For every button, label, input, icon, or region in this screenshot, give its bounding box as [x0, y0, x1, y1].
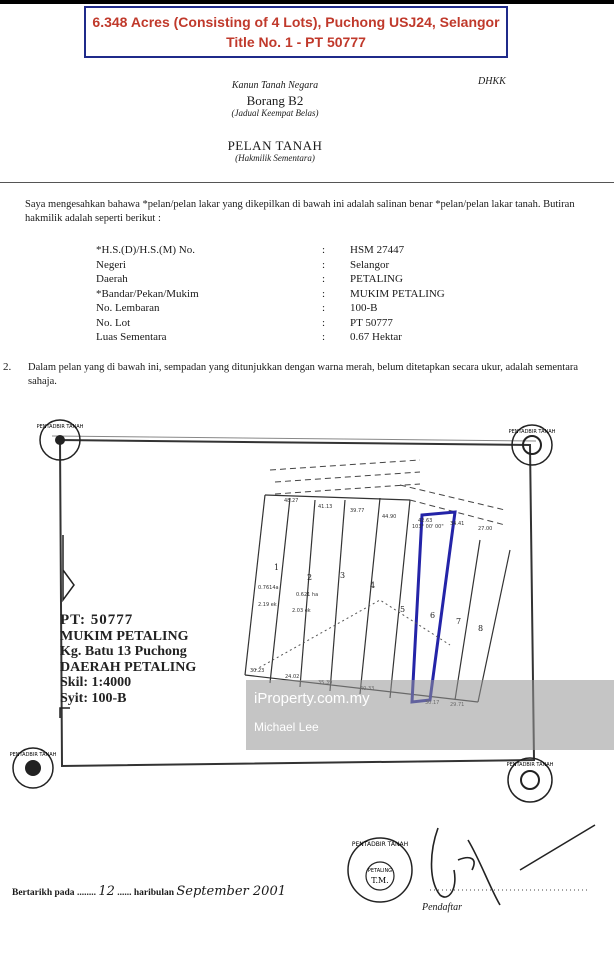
listing-title: 6.348 Acres (Consisting of 4 Lots), Puchong USJ24, Selangor [92, 14, 500, 30]
detail-value: MUKIM PETALING [350, 287, 445, 300]
measurement: 41.13 [318, 504, 333, 510]
seal-bottom-left [10, 748, 57, 788]
highlighted-lot-boundary [412, 512, 455, 702]
measurement: 0.621 ha [296, 592, 319, 598]
top-bar [0, 0, 614, 4]
detail-row: Daerah : PETALING [96, 273, 530, 288]
detail-label: *H.S.(D)/H.S.(M) No. [96, 244, 195, 256]
detail-row: Negeri : Selangor [96, 259, 530, 274]
form-name: Borang B2 [246, 93, 304, 108]
detail-row: No. Lot : PT 50777 [96, 317, 530, 332]
seal-text: PENTADBIR TANAH [9, 752, 57, 758]
note-number: 2. [3, 361, 12, 373]
detail-label: Daerah [96, 273, 128, 285]
detail-row: *H.S.(D)/H.S.(M) No. : HSM 27447 [96, 244, 530, 259]
date-month: September 2001 [176, 884, 286, 899]
measurement: 2.03 ek [292, 608, 311, 614]
lot-number: 5 [400, 605, 406, 614]
measurement: 34.41 [450, 521, 465, 527]
date-day: 12 [98, 884, 115, 899]
lot-daerah: DAERAH PETALING [60, 659, 197, 675]
lot-kampung: Kg. Batu 13 Puchong [60, 644, 187, 659]
law-name: Kanun Tanah Negara [231, 80, 319, 91]
watermark-overlay [246, 680, 614, 750]
lot-scale: Skil: 1:4000 [60, 675, 132, 690]
seal-mid-text: PETALING [367, 868, 393, 874]
bearing: 103° 00' 00" [412, 524, 444, 530]
divider [0, 182, 614, 183]
detail-row: No. Lembaran : 100-B [96, 302, 530, 317]
lot-number: 2 [307, 573, 313, 582]
detail-row: Luas Sementara : 0.67 Hektar [96, 331, 530, 346]
measurement: 24.02 [285, 674, 300, 680]
detail-row: *Bandar/Pekan/Mukim : MUKIM PETALING [96, 288, 530, 303]
seal-text: PENTADBIR TANAH [508, 429, 556, 435]
detail-label: *Bandar/Pekan/Mukim [96, 287, 199, 300]
measurement: 44.90 [382, 514, 397, 520]
measurement: 2.19 ek [258, 602, 277, 608]
lot-sheet: Syit: 100-B [60, 690, 127, 706]
month-label: haribulan [133, 888, 174, 898]
form-schedule: (Jadual Keempat Belas) [231, 108, 319, 118]
lot-number: 1 [274, 563, 280, 572]
detail-value: PETALING [350, 273, 403, 285]
measurement: 30.23 [250, 668, 265, 674]
detail-value: PT 50777 [350, 316, 393, 329]
seal-bottom-text: T.M. [371, 876, 389, 885]
lot-number: 7 [456, 617, 462, 626]
note-paragraph: Dalam pelan yang di bawah ini, sempadan yang ditunjukkan dengan warna merah, belum ditetapkan secara ukur, adalah sementara sahaja. [28, 362, 579, 387]
date-label: Bertarikh pada [12, 888, 75, 898]
seal-text: PENTADBIR TANAH [36, 424, 84, 430]
title-details-table [96, 244, 530, 346]
signer-title: Pendaftar [422, 902, 462, 913]
detail-label: Negeri [96, 258, 126, 271]
intro-paragraph: Saya mengesahkan bahawa *pelan/pelan lakar yang dikepilkan di bawah ini adalah salinan benar *pelan/pelan lakar tanah. Butiran hakmilik adalah seperti berikut : [25, 199, 575, 224]
measurement: 42.63 [418, 518, 433, 524]
detail-label: No. Lembaran [96, 302, 160, 314]
detail-value: Selangor [350, 258, 390, 271]
lot-mukim: MUKIM PETALING [60, 628, 189, 644]
seal-bottom-right [507, 758, 554, 802]
detail-value: 0.67 Hektar [350, 331, 402, 343]
detail-value: 100-B [350, 302, 378, 314]
lot-pt: PT: 50777 [60, 612, 134, 628]
measurement: 39.77 [350, 508, 365, 514]
watermark-agent: Michael Lee [254, 720, 319, 734]
lot-number: 6 [430, 611, 436, 620]
lot-info-block [60, 613, 196, 706]
measurement: 27.00 [478, 526, 493, 532]
listing-title-no: Title No. 1 - PT 50777 [226, 34, 366, 50]
detail-label: Luas Sementara [96, 331, 167, 343]
official-seal [340, 830, 420, 910]
detail-label: No. Lot [96, 316, 131, 329]
watermark-brand: iProperty.com.my [254, 690, 370, 707]
lot-number: 4 [370, 581, 376, 590]
lot-number: 8 [478, 624, 484, 633]
lot-boundaries [245, 495, 510, 702]
page-subtitle: (Hakmilik Sementara) [235, 153, 315, 163]
page-title: PELAN TANAH [227, 138, 323, 153]
seal-text: PENTADBIR TANAH [506, 762, 554, 768]
lot-number: 3 [340, 571, 346, 580]
north-marker-icon [63, 535, 74, 600]
date-line: Bertarikh pada ........ 12 ...... haribulan September 2001 [12, 884, 286, 899]
seal-top-text: PENTADBIR TANAH [351, 841, 409, 848]
listing-title-box [84, 6, 508, 58]
form-code: DHKK [478, 76, 506, 87]
detail-value: HSM 27447 [350, 244, 405, 256]
measurement: 0.7614a [258, 585, 279, 591]
measurement: 48.27 [284, 498, 299, 504]
